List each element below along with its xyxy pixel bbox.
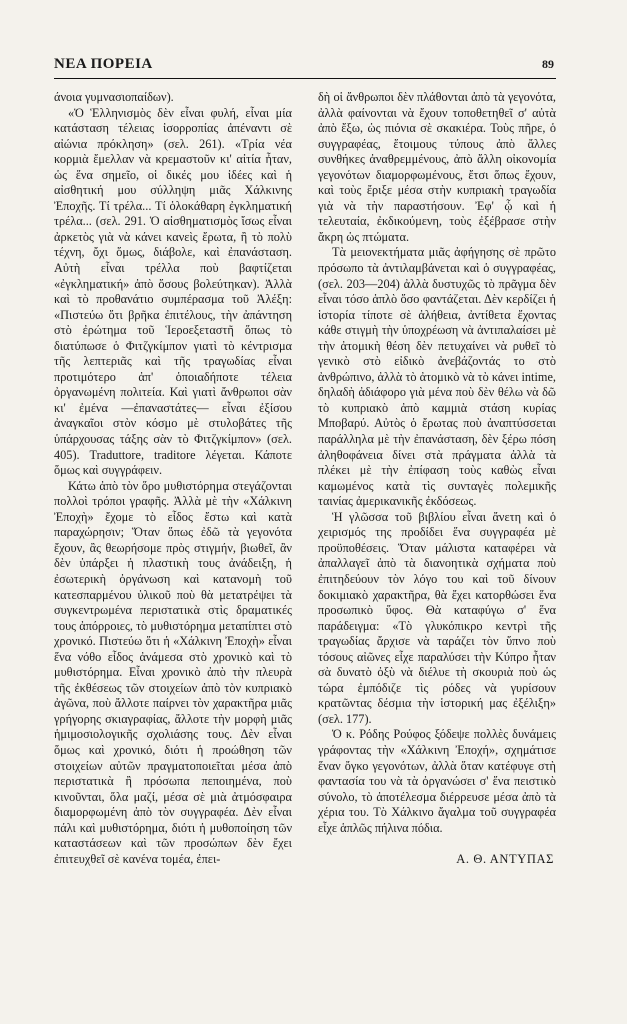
right-column bbox=[318, 90, 556, 868]
author-signature: Α. Θ. ΑΝΤΥΠΑΣ bbox=[456, 852, 554, 867]
paragraph: Ἡ γλῶσσα τοῦ βιβλίου εἶναι ἄνετη καὶ ὁ χειρισμός της προδίδει ἕνα συγγραφέα μὲ προϋποθέσεις. Ὅταν μάλιστα καταφέρει νὰ ἀπαλλαγεῖ ἀπὸ τὰ διανοητικὰ σχήματα ποὺ ἐπιτηδεύουν τὸν λόγο του καὶ τοῦ δίνουν δοκιμιακὸ χαρακτῆρα, θὰ ἔχει κατορθώσει ἕνα προσωπικὸ ὕφος. Θὰ καταφύγω σ' ἕνα παράδειγμα: «Τὸ γλυκόπικρο κεντρὶ τῆς τραγωδίας ἄρχισε νὰ ταράζει τὸν ὕπνο ποὺ τόσους αἰῶνες εἶχε παραλύσει τὴν Κύπρο ἦταν σὰ δυνατὸ ὀξὺ νὰ διέλυε τὴ σκουριὰ ποὺ ὡς τώρα ἐμπόδιζε τὶς ρόδες νὰ γυρίσουν κρατῶντας δέσμια τὴν ἱστορική μας ἐξέλιξη» (σελ. 177). bbox=[318, 509, 556, 726]
page-number: 89 bbox=[542, 57, 554, 71]
left-column bbox=[54, 90, 292, 867]
paragraph: Κάτω ἀπὸ τὸν ὅρο μυθιστόρημα στεγάζονται πολλοὶ τρόποι γραφῆς. Ἀλλὰ μὲ τὴν «Χάλκινη Ἐποχὴ» ἔχομε τὸ εἶδος ἔστω καὶ κατὰ παραχώρησιν; Ὅταν ὅπως ἐδῶ τὰ γεγονότα ἔχουν, ἂς θεωρήσομε πρὸς στιγμήν, βιωθεῖ, ἂν δὲν ὑπάρξει ἡ πλαστικὴ τους ἀνάδειξη, ἡ ἐσωτερικὴ ὀργάνωση καὶ κατανομὴ τοῦ κατεσπαρμένου ὑλικοῦ ποὺ θὰ μετατρέψει τὰ συγκεντρωμένα περιστατικὰ στὶς δραματικές τους ἀπόρροιες, τὸ μυθιστόρημα μεταπίπτει στὸ χρονικό. Πιστεύω ὅτι ἡ «Χάλκινη Ἐποχὴ» εἶναι ἕνα νόθο εἶδος ἀνάμεσα στὸ χρονικὸ καὶ τὸ μυθιστόρημα. Εἶναι χρονικὸ ἀπὸ τὴν πλευρὰ τῆς ἐκθέσεως τῶν στοιχείων ἀπὸ τὸν κυπριακὸ ἀγῶνα, ποὺ ἄλλοτε παίρνει τὸν χαρακτῆρα μιᾶς γρήγορης σκιαγραφίας, ἄλλοτε τὴν μορφὴ μιᾶς ἡμιμοσιολογικῆς σχολιάσης τους. Δὲν εἶναι ὅμως καὶ χρονικό, διότι ἡ προώθηση τῶν στοιχείων αὐτῶν πραγματοποιεῖται μέσα ἀπὸ περιστατικὰ ἢ πρόσωπα πεποιημένα, ποὺ κινοῦνται, ὅλα μαζί, μέσα σὲ μιὰ ἀτμόσφαιρα διαμορφωμένη ἀπὸ τὸν συγγραφέα. Δὲν εἶναι πάλι καὶ μυθιστόρημα, διότι ἡ μυθοποίηση τῶν καταστάσεων καὶ τῶν προσώπων δὲν ἔχει ἐπιτευχθεῖ σὲ κανένα τομέα, ἐπει- bbox=[54, 478, 292, 866]
journal-title: ΝΕΑ ΠΟΡΕΙΑ bbox=[54, 56, 153, 72]
paragraph: «Ὁ Ἑλληνισμὸς δὲν εἶναι φυλή, εἶναι μία κατάσταση τέλειας ἰσορροπίας ἀπέναντι σὲ αἰώνια πρόκληση» (σελ. 261). «Τρία νέα κορμιὰ ἔμελλαν νὰ κρεμαστοῦν κι' αἰτία ἦταν, ὡς ἕνα σημεῖο, οἱ δικές μου ἰδέες καὶ ἡ αἰσθητική μου σύλληψη μιᾶς Χάλκινης Ἐποχῆς. Τί τρέλα... Τί ὁλοκάθαρη ἐγκληματική τρέλα... (σελ. 291. Ὁ αἰσθηματισμὸς ἴσως εἶναι ἀρκετὸς γιὰ νὰ κάνει κανεὶς ἔρωτα, ἢ τὸ πολὺ τέχνη, ὄχι ὅμως, διάβολε, καὶ ἐπανάσταση. Αὐτὴ εἶναι τρέλλα ποὺ βαφτίζεται «ἐγκληματική» ἀπὸ ὅσους βολεύτηκαν). Ἀλλὰ καὶ τὸ προθανάτιο συμπέρασμα τοῦ Ἀλέξη: «Πιστεύω ὅτι βρῆκα ἐπιτέλους, τὴν ἀπάντηση στὸ ἐρώτημα τοῦ Ἱεροεξεταστῆ ὅπως τὸ διατύπωσε ὁ Φιτζγκίμπον γιατὶ τὸ κέντρισμα τῆς λεπτεριᾶς καὶ τῆς τραγωδίας εἶναι προτιμότερο ἀπ' ὁποιαδήποτε τέλεια ὀργανωμένη πολιτεία. Καὶ γιατὶ ἄνθρωποι σὰν κι' ἐμένα —ἐπαναστάτες— εἶναι ἐξίσου ἀναγκαῖοι στὸν κόσμο μὲ στυλοβάτες τῆς ὑπάρχουσας τάξης σὰν τὸ Φιτζγκίμπον» (σελ. 405). Traduttore, traditore λέγεται. Κάποτε ὅμως καὶ συγγράφειν. bbox=[54, 105, 292, 478]
page-header bbox=[54, 56, 554, 80]
paragraph: άνοια γυμνασιοπαίδων). bbox=[54, 90, 174, 104]
header-rule bbox=[54, 78, 556, 79]
paragraph: δὴ οἱ ἄνθρωποι δὲν πλάθονται ἀπὸ τὰ γεγονότα, ἀλλὰ φαίνονται νὰ ἔχουν τοποθετηθεῖ σ' αὐτὰ ἀπὸ ἔξω, ὡς πιόνια σὲ σκακιέρα. Τοὺς πῆρε, ὁ συγγραφέας, ἕτοιμους τύπους ἀπὸ ἄλλες συνθήκες ἀναθρεμμένους, ἀπὸ ἄλλη οἰκονομία γεγονότων διαμορφωμένους, ἔτσι ὅπως ἔχουν, καὶ τοὺς ἔριξε μέσα στὴν κυπριακὴ τραγωδία γιὰ νὰ τὴν παραστήσουν. Ἐφ' ᾧ καὶ ἡ τελευταία, ἐκδικούμενη, τοὺς ἐξέβρασε στὴν ἄκρη ὡς πτώματα. bbox=[318, 90, 556, 244]
paragraph: Τὰ μειονεκτήματα μιᾶς ἀφήγησης σὲ πρῶτο πρόσωπο τὰ ἀντιλαμβάνεται καὶ ὁ συγγραφέας, (σελ. 203—204) ἀλλὰ δυστυχῶς τὸ πρᾶγμα δὲν εἶναι τόσο ἁπλὸ ὅσο φαντάζεται. Δὲν κερδίζει ἡ ἱστορία τίποτε σὲ ἀλήθεια, ἀντίθετα ἔχοντας κάθε στιγμὴ τὴν ὑποχρέωση νὰ ἀντιπαλαίσει μὲ τὴν ἀτομικὴ θέση δὲν πετυχαίνει νὰ ρυθεῖ τὸ γενικὸ στὸ εἰδικὸ ἀνεβάζοντάς το στὸ ἀνθρώπινο, ἀλλὰ τὸ ἀτομικὸ νὰ τὸ κάνει intime, δηλαδὴ ἀδιάφορο γιὰ μένα ποὺ δὲν θέλω νὰ δῶ τὸ κυπριακὸ ἀπὸ καμμιὰ στάση κυρίας Μποβαρύ. Αὐτὸς ὁ ἔρωτας ποὺ ἀναπτύσσεται παράλληλα μὲ τὴν ἐπανάσταση, δὲν ξέρω πόση ἀληθοφάνεια δίνει στὰ πράγματα ἀλλὰ τὰ πλέκει μὲ τὴν ἐπίφαση τοὺς καθὼς εἶναι καμωμένος κατὰ τὶς συνταγὲς πολεμικῆς ταινίας ἀμερικανικῆς ἐκδόσεως. bbox=[318, 245, 556, 509]
paragraph: Ὁ κ. Ρόδης Ρούφος ξόδεψε πολλὲς δυνάμεις γράφοντας τὴν «Χάλκινη Ἐποχή», σχημάτισε ἕναν ὄγκο γεγονότων, ἀλλὰ ὅταν κατέφυγε στὴ φαντασία του νὰ τὰ ὀργανώσει σ' ἕνα πειστικὸ σύνολο, τὸ ἀποτέλεσμα διέρρευσε μέσα ἀπὸ τὰ χέρια του. Τὸ Χάλκινο ἄγαλμα τοῦ συγγραφέα εἶχε ἁπλῶς πήλινα πόδια. bbox=[318, 727, 556, 835]
